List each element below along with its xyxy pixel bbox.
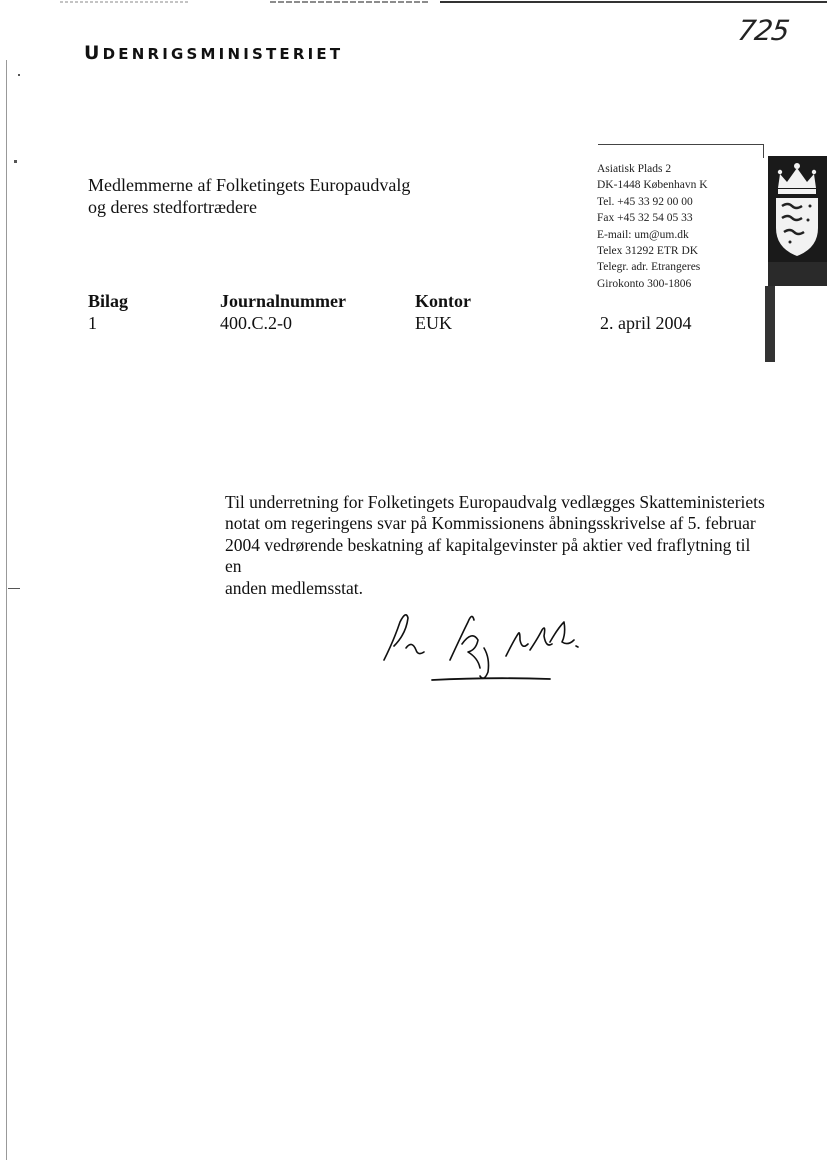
recipient-block bbox=[88, 174, 410, 218]
address-line: Tel. +45 33 92 00 00 bbox=[597, 195, 693, 208]
scan-margin-mark bbox=[18, 74, 20, 76]
body-line: 2004 vedrørende beskatning af kapitalgevinster på aktier ved fraflytning til en bbox=[225, 534, 751, 577]
handwritten-page-number: 725 bbox=[735, 14, 791, 47]
address-line: Girokonto 300-1806 bbox=[597, 277, 692, 290]
scan-margin-mark bbox=[8, 588, 20, 589]
ministry-name: UDENRIGSMINISTERIET bbox=[84, 42, 344, 64]
scan-top-border bbox=[0, 0, 827, 6]
letter-date: 2. april 2004 bbox=[600, 313, 692, 333]
recipient-line: Medlemmerne af Folketingets Europaudvalg bbox=[88, 175, 411, 195]
recipient-line: og deres stedfortrædere bbox=[88, 197, 257, 217]
bilag-label: Bilag bbox=[88, 291, 129, 311]
address-line: Asiatisk Plads 2 bbox=[597, 163, 672, 175]
body-line: Til underretning for Folketingets Europaudvalg vedlægges Skatteministeriets bbox=[225, 492, 765, 512]
body-line: anden medlemsstat. bbox=[225, 577, 364, 598]
address-line: E-mail: um@um.dk bbox=[597, 228, 689, 241]
address-line: Fax +45 32 54 05 33 bbox=[597, 212, 693, 225]
address-rule bbox=[763, 144, 764, 158]
body-line: notat om regeringens svar på Kommissionens åbningsskrivelse af 5. februar bbox=[225, 513, 756, 534]
kontor-label: Kontor bbox=[415, 291, 471, 311]
journal-number-value: 400.C.2-0 bbox=[220, 313, 292, 333]
address-line: Telegr. adr. Etrangeres bbox=[597, 261, 701, 274]
kontor-value: EUK bbox=[415, 313, 452, 333]
sender-address bbox=[597, 161, 708, 292]
address-line: DK-1448 København K bbox=[597, 179, 708, 192]
address-line: Telex 31292 ETR DK bbox=[597, 245, 699, 258]
scan-margin-mark bbox=[14, 160, 17, 163]
crest-scan-edge bbox=[765, 286, 775, 362]
handwritten-signature bbox=[380, 600, 600, 692]
coat-of-arms-logo bbox=[768, 156, 827, 286]
bilag-value: 1 bbox=[88, 313, 97, 333]
letter-body bbox=[225, 492, 765, 599]
journal-number-label: Journalnummer bbox=[220, 291, 346, 311]
address-rule bbox=[598, 144, 764, 145]
scan-margin-line bbox=[6, 60, 7, 1160]
